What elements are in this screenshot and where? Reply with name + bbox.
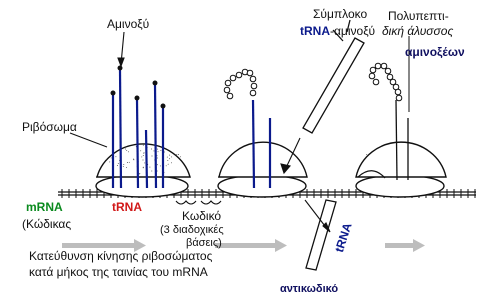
shade-dot [106,159,107,160]
shade-dot [143,167,144,168]
shade-dot [127,162,128,163]
shade-dot [169,155,170,156]
amino-bead [225,80,231,86]
polypeptide-label-line3: αμινοξέων [405,45,465,59]
shade-dot [118,163,119,164]
shade-dot [117,165,118,166]
shade-dot [167,160,168,161]
complex-label-line2 [300,25,375,38]
polypeptide-chains [224,63,402,101]
anticodon-label: αντικωδικό [280,283,339,295]
amino-bead [251,83,257,89]
shade-dot [144,152,145,153]
amino-bead [250,76,256,82]
amino-bead [395,89,401,95]
shade-dot [178,154,179,155]
amino-bead [373,79,379,85]
direction-arrow-head [275,239,287,252]
amino-bead [224,87,230,93]
caption-line2: κατά μήκος της ταινίας του mRNA [29,265,208,279]
amino-bead [396,95,402,101]
shade-dot [128,151,129,152]
amino-bead [375,63,381,69]
shade-dot [111,157,112,158]
codon-note-line1: (3 διαδοχικές [160,224,224,236]
amino-bead [370,67,376,73]
shade-dot [167,157,168,158]
shade-dot [171,162,172,163]
shade-dot [143,160,144,161]
shade-dot [141,156,142,157]
shade-dot [160,150,161,151]
complex-label-line1: Σύμπλοκο [313,7,368,21]
shade-dot [125,149,126,150]
codon-note-line2: βάσεις) [186,237,222,249]
shade-dot [157,164,158,165]
shade-dot [133,159,134,160]
shade-dot [126,150,127,151]
direction-arrow-head [413,239,425,252]
amino-bead [250,90,256,96]
complex-rest-text: -αμινοξύ [330,24,376,38]
trna-red-label: tRNA [112,200,142,214]
caption-line1: Κατεύθυνση κίνησης ριβοσώματος [29,249,213,263]
shade-dot [176,154,177,155]
shade-dot [109,161,110,162]
shade-dot [166,165,167,166]
shade-dot [123,164,124,165]
shade-dot [180,156,181,157]
aminoacid-pointer [118,32,124,66]
shade-dot [169,158,170,159]
shade-dot [151,171,152,172]
ribosome-label: Ριβόσωμα [22,120,77,134]
trna-bottom-label: tRNA [332,221,355,255]
amino-bead [227,93,233,99]
shade-dot [143,155,144,156]
shade-dot [140,150,141,151]
shade-dot [129,162,130,163]
trna-ribosome-1 [113,70,163,188]
amino-bead [236,72,242,78]
amino-bead [369,73,375,79]
ribosome-3 [356,142,446,197]
shade-dot [123,166,124,167]
codon-braces [176,201,221,204]
outgoing-trna [306,200,336,270]
shade-dot [153,150,154,151]
polypeptide-label-line2: δική άλυσσος [382,24,454,38]
complex-trna-text: tRNA [300,24,330,38]
shade-dot [157,149,158,150]
shade-dot [160,165,161,166]
amino-bead [385,68,391,74]
direction-arrow-shaft [62,243,134,248]
shade-dot [115,156,116,157]
amino-bead [230,75,236,81]
mrna-label: mRNA [26,200,63,214]
aminoacid-label: Αμινοξύ [107,17,150,31]
polypeptide-label-line1: Πολυπεπτι- [388,9,449,23]
shade-dot [139,173,140,174]
shade-dot [157,158,158,159]
shade-dot [168,164,169,165]
shade-dot [143,145,144,146]
shade-dot [171,156,172,157]
shade-dot [366,154,367,155]
shade-dot [149,167,150,168]
direction-arrow-shaft [215,243,275,248]
shade-dot [151,149,152,150]
ribosome-1 [96,144,190,197]
codon-paren-label: (Κώδικας [22,217,72,231]
codon-label: Κωδικό [182,209,222,223]
shade-dot [144,162,145,163]
direction-arrow-shaft [385,243,413,248]
shade-dot [152,156,153,157]
shade-dot [126,167,127,168]
amino-bead [381,63,387,69]
ribosome-pointer [70,133,107,147]
amino-bead [247,70,253,76]
shade-dot [158,151,159,152]
